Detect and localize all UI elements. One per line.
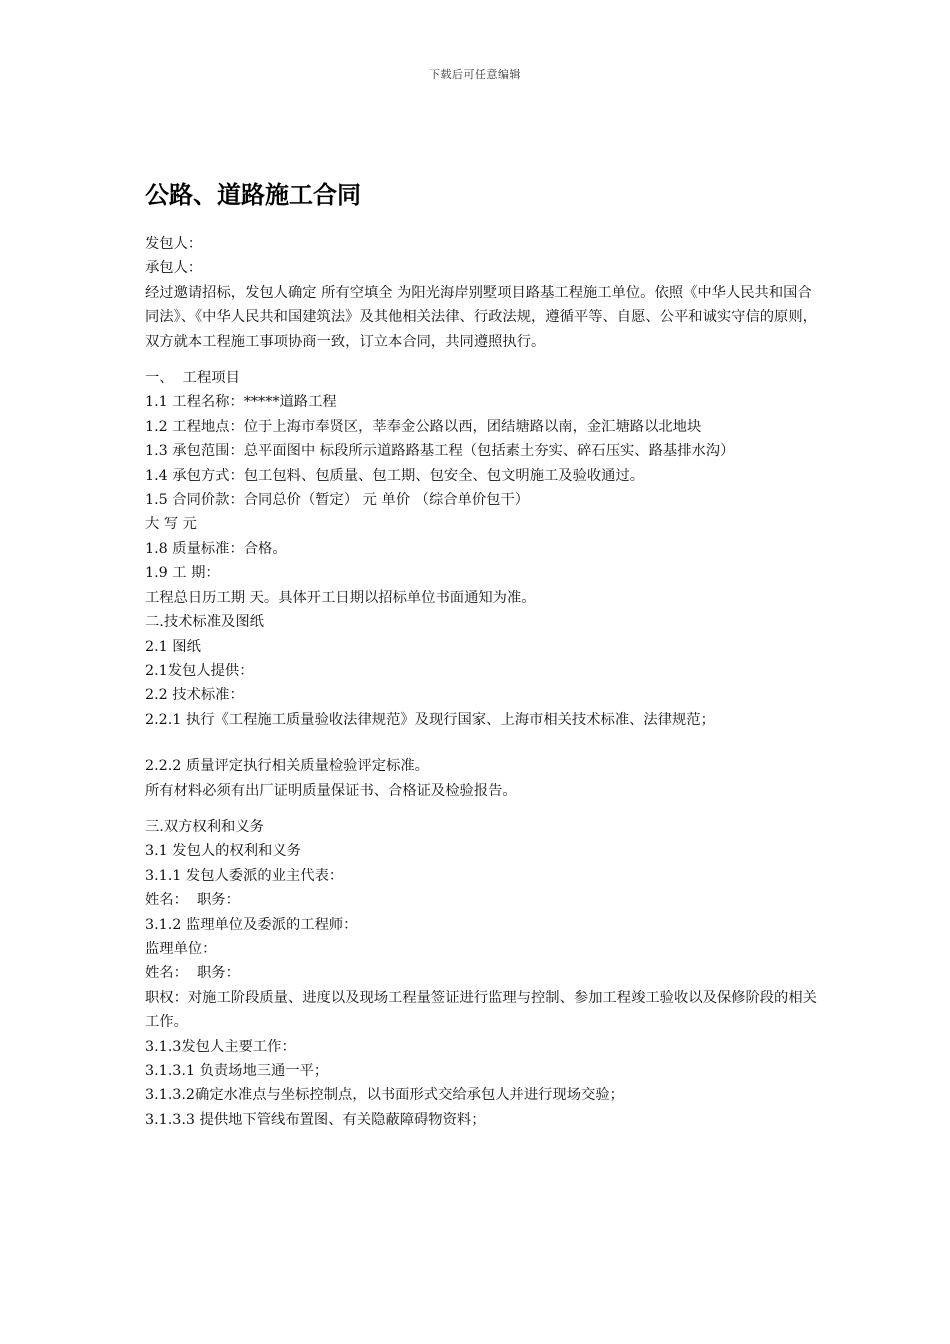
- clause-3-1-3: 3.1.3发包人主要工作：: [145, 1038, 296, 1055]
- clause-1-5: 1.5 合同价款：合同总价（暂定） 元 单价 （综合单价包干）: [145, 492, 530, 509]
- section-heading-3: 三.双方权利和义务: [145, 818, 264, 835]
- spacer: [145, 732, 817, 754]
- contract-title: 公路、道路施工合同: [145, 181, 361, 209]
- clause-1-9: 1.9 工 期：: [145, 565, 220, 582]
- clause-1-4: 1.4 承包方式：包工包料、包质量、包工期、包安全、包文明施工及验收通过。: [145, 467, 645, 484]
- clause-2-1-provided: 2.1发包人提供：: [145, 662, 254, 679]
- clause-supervisor-unit: 监理单位：: [145, 940, 217, 957]
- clause-amount-words: 大 写 元: [145, 516, 197, 533]
- header-note: 下载后可任意编辑: [429, 68, 521, 81]
- clause-1-2: 1.2 工程地点：位于上海市奉贤区，莘奉金公路以西，团结塘路以南，金汇塘路以北地块: [145, 418, 702, 435]
- section-heading-2: 二.技术标准及图纸: [145, 614, 264, 631]
- clause-1-3: 1.3 承包范围：总平面图中 标段所示道路路基工程（包括素土夯实、碎石压实、路基排水沟）: [145, 443, 735, 460]
- clause-2-2-1: 2.2.1 执行《工程施工质量验收法律规范》及现行国家、上海市相关技术标准、法律规范；: [145, 711, 715, 728]
- clause-2-2-2: 2.2.2 质量评定执行相关质量检验评定标准。: [145, 758, 429, 775]
- clause-3-1-2: 3.1.2 监理单位及委派的工程师：: [145, 916, 358, 933]
- section-heading-1: 一、 工程项目: [145, 370, 240, 387]
- clause-materials: 所有材料必须有出厂证明质量保证书、合格证及检验报告。: [145, 782, 517, 799]
- clause-3-1: 3.1 发包人的权利和义务: [145, 843, 301, 860]
- clause-name-title-1: 姓名： 职务：: [145, 892, 240, 909]
- paragraph-employer: 发包人：: [145, 236, 203, 252]
- clause-2-1: 2.1 图纸: [145, 638, 201, 655]
- clause-3-1-3-2: 3.1.3.2确定水准点与坐标控制点，以书面形式交给承包人并进行现场交验；: [145, 1087, 624, 1104]
- clause-3-1-3-1: 3.1.3.1 负责场地三通一平；: [145, 1063, 329, 1079]
- clause-3-1-3-3: 3.1.3.3 提供地下管线布置图、有关隐蔽障碍物资料；: [145, 1111, 486, 1128]
- paragraph-preamble: 经过邀请招标，发包人确定 所有空填全 为阳光海岸别墅项目路基工程施工单位。依照《中华人民共和国合同法》、《中华人民共和国建筑法》及其他相关法律、行政法规，遵循平等、自愿、公平和诚实守信的原则，双方就本工程施工事项协商一致，订立本合同，共同遵照执行。: [145, 284, 817, 350]
- clause-1-1: 1.1 工程名称：*****道路工程: [145, 394, 337, 411]
- spacer: [145, 354, 817, 366]
- clause-3-1-1: 3.1.1 发包人委派的业主代表：: [145, 867, 344, 884]
- contract-body: [145, 232, 817, 1132]
- spacer: [145, 803, 817, 815]
- clause-authority: 职权：对施工阶段质量、进度以及现场工程量签证进行监理与控制、参加工程竣工验收以及保修阶段的相关工作。: [145, 989, 817, 1031]
- clause-2-2: 2.2 技术标准：: [145, 687, 244, 704]
- paragraph-contractor: 承包人：: [145, 260, 203, 277]
- clause-1-8: 1.8 质量标准：合格。: [145, 540, 287, 557]
- clause-name-title-2: 姓名： 职务：: [145, 965, 240, 982]
- clause-duration: 工程总日历工期 天。具体开工日期以招标单位书面通知为准。: [145, 589, 536, 606]
